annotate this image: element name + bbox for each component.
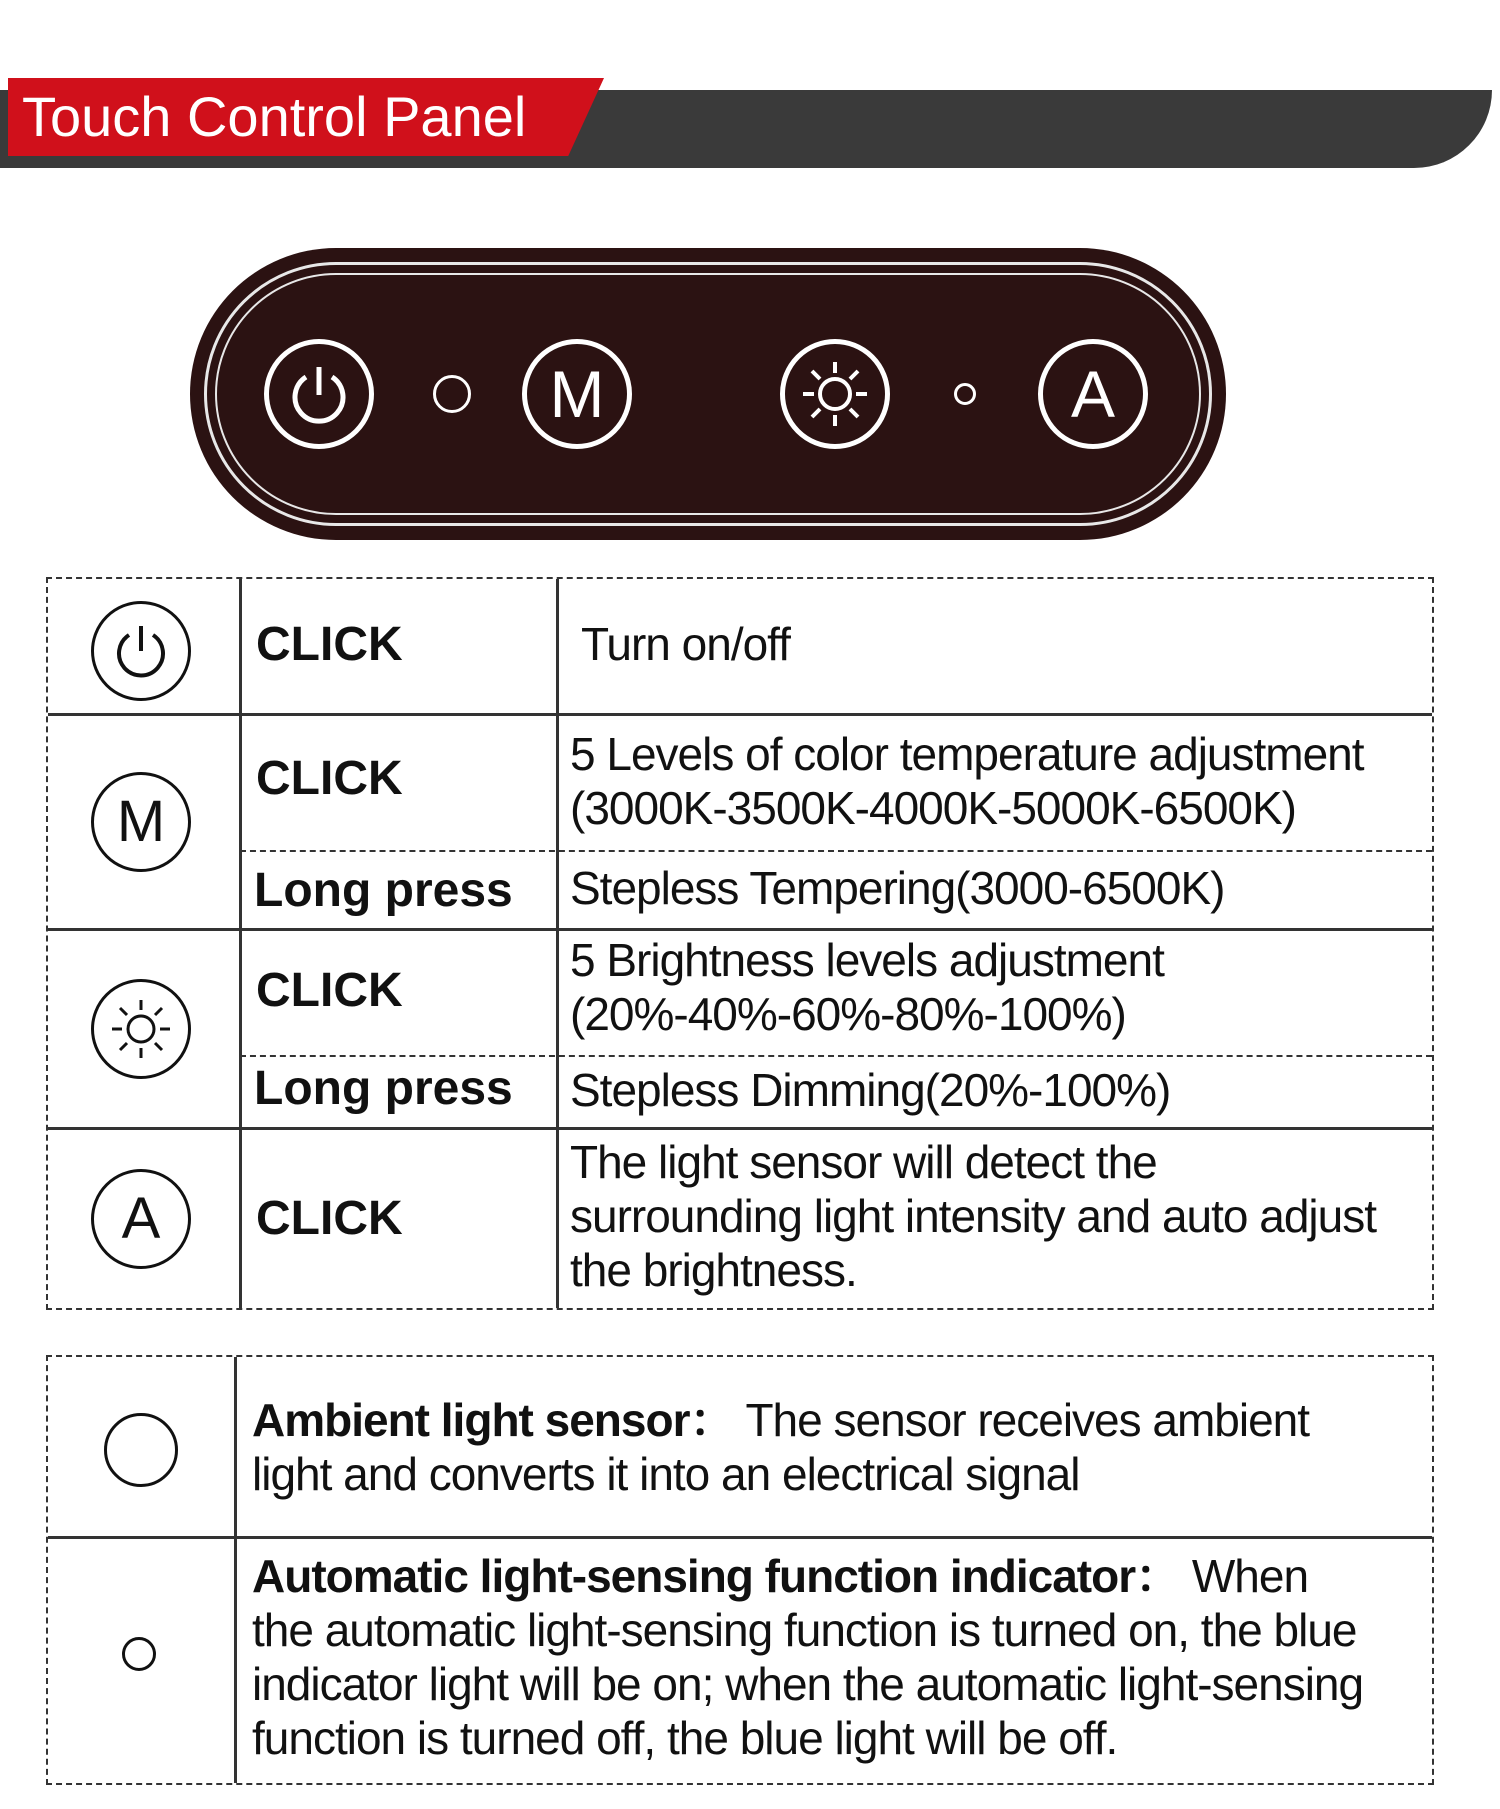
indicator-text: function is turned off, the blue light will be off. bbox=[252, 1712, 1118, 1764]
action-label: Long press bbox=[254, 864, 513, 917]
panel-ambient-sensor bbox=[433, 375, 471, 413]
function-description: 5 Brightness levels adjustment bbox=[570, 934, 1164, 986]
a-icon: A bbox=[91, 1169, 191, 1269]
indicator-text: Automatic light-sensing function indicator： When bbox=[252, 1550, 1309, 1602]
function-description: The light sensor will detect the bbox=[570, 1136, 1157, 1188]
indicator-text: the automatic light-sensing function is turned on, the blue bbox=[252, 1604, 1357, 1656]
panel-brightness-button bbox=[780, 339, 890, 449]
panel-auto-button bbox=[1038, 339, 1148, 449]
function-description: the brightness. bbox=[570, 1244, 857, 1296]
action-label: Long press bbox=[254, 1062, 513, 1115]
ambient-sensor-text: Ambient light sensor： The sensor receives ambient bbox=[252, 1394, 1310, 1446]
sensor-info-table bbox=[46, 1355, 1434, 1785]
panel-power-button bbox=[264, 339, 374, 449]
indicator-text: indicator light will be on; when the automatic light-sensing bbox=[252, 1658, 1364, 1710]
function-description: surrounding light intensity and auto adjust bbox=[570, 1190, 1377, 1242]
function-description: (3000K-3500K-4000K-5000K-6500K) bbox=[570, 782, 1296, 834]
function-description: Stepless Tempering(3000-6500K) bbox=[570, 862, 1225, 914]
action-label: CLICK bbox=[256, 1192, 403, 1245]
m-icon: M bbox=[91, 772, 191, 872]
m-icon: M bbox=[549, 357, 605, 431]
power-icon bbox=[284, 359, 354, 429]
panel-auto-indicator bbox=[954, 383, 976, 405]
touch-panel-illustration bbox=[190, 248, 1226, 540]
indicator-light-icon bbox=[122, 1637, 156, 1671]
power-icon bbox=[91, 601, 191, 701]
sun-icon bbox=[797, 356, 873, 432]
action-label: CLICK bbox=[256, 618, 403, 671]
function-description: (20%-40%-60%-80%-100%) bbox=[570, 988, 1126, 1040]
ambient-sensor-icon bbox=[104, 1413, 178, 1487]
function-description: Turn on/off bbox=[581, 618, 790, 670]
function-description: 5 Levels of color temperature adjustment bbox=[570, 728, 1364, 780]
function-table bbox=[46, 577, 1434, 1310]
ambient-sensor-text: light and converts it into an electrical signal bbox=[252, 1448, 1080, 1500]
action-label: CLICK bbox=[256, 964, 403, 1017]
action-label: CLICK bbox=[256, 752, 403, 805]
page-title: Touch Control Panel bbox=[22, 85, 527, 148]
panel-mode-button bbox=[522, 339, 632, 449]
function-description: Stepless Dimming(20%-100%) bbox=[570, 1064, 1171, 1116]
a-icon: A bbox=[1070, 357, 1116, 431]
sun-icon bbox=[91, 979, 191, 1079]
